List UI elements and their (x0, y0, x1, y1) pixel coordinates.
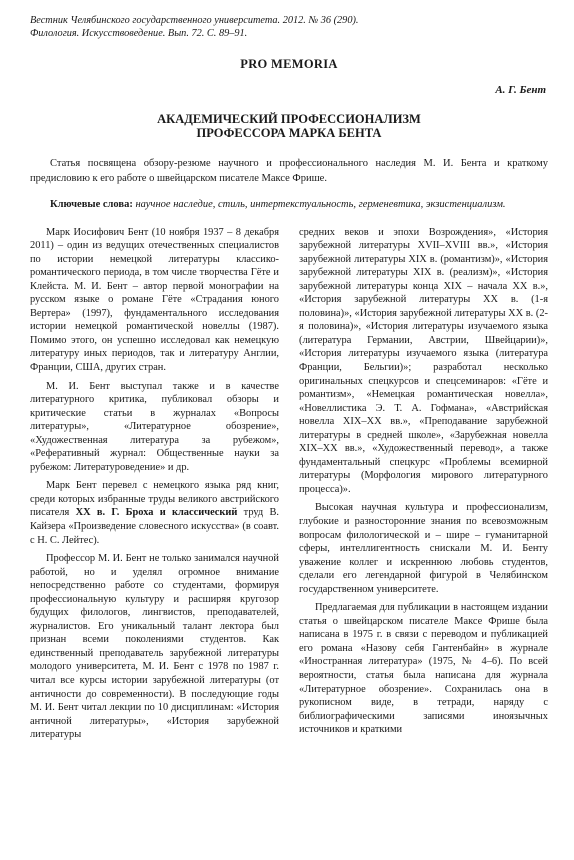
keywords (30, 198, 548, 213)
paragraph: М. И. Бент выступал также и в качестве литературного критика, публиковал обзоры и критические статьи в журналах «Вопросы литературы», «Литературное обозрение», «Художественная литература за рубежом», «Реферативный журнал: Общественные науки за рубежом: Литературоведение» и др. (30, 380, 279, 473)
journal-line-2: Филология. Искусствоведение. Вып. 72. С. 89–91. (30, 28, 248, 39)
journal-line-1: Вестник Челябинского государственного университета. 2012. № 36 (290). (30, 15, 359, 26)
paragraph (30, 479, 279, 547)
article-title (30, 112, 548, 140)
paragraph: средних веков и эпохи Возрождения», «История зарубежной литературы XVII–XVIII вв.», «История зарубежной литературы XIX в. (романтизм)», «История зарубежной литературы XIX в. (реализм)», «История зарубежной литературы конца XIX – начала XX в.», «История зарубежной литературы XX в. (1-я половина)», «История зарубежной литературы XX в. (2-я половина)», «История литературы изучаемого языка (литература Германии, Австрии, Швейцарии)», «История литературы изучаемого языка (литература Франции, Бельгии)»; разработал несколько оригинальных спецкурсов и спецсеминаров: «Гёте и романтизм», «Немецкая романтическая новелла», «Новеллистика Э. Т. А. Гофмана», «Австрийская новелла XIX–XX вв.», «Преподавание зарубежной литературы в средней школе», «Зарубежная новелла XIX–XX вв.», «Художественный перевод», а также фундаментальный спецкурс «Проблемы всемирной литературы (Морфология мирового литературного процесса)». (299, 226, 548, 495)
article-title-line-2: ПРОФЕССОРА МАРКА БЕНТА (196, 126, 382, 140)
paragraph-text: Марк Бент перевел с немецкого языка ряд книг, среди которых избранные труды великого австрийского писателя (30, 480, 279, 519)
paragraph-text: труд В. Кайзера «Произведение словесного искусства» (в соавт. с Н. С. Лейтес). (30, 507, 279, 546)
paragraph: Высокая научная культура и профессионализм, глубокие и разносторонние знания по всевозможным вопросам филологической и – шире – гуманитарной сферы, интеллигентность снискали М. И. Бенту уважение коллег и искреннюю любовь студентов, сделали его легендарной фигурой в Челябинском государственном университете. (299, 502, 548, 595)
abstract: Статья посвящена обзору-резюме научного и профессионального наследия М. И. Бента и краткому предисловию к его работе о швейцарском писателе Максе Фрише. (30, 158, 548, 184)
paragraph: Предлагаемая для публикации в настоящем издании статья о швейцарском писателе Максе Фрише была написана в 1975 г. в связи с переводом и публикацией его романа «Назову себя Гантенбайн» в журнале «Иностранная литература» (1975, № 4–6). По всей вероятности, статья была написана для журнала «Литературное обозрение». Сохранилась она в рукописном виде, в тетради, наряду с библиографическими записями иноязычных источников и краткими (299, 602, 548, 736)
bold-text: XX в. Г. Броха и классический (75, 507, 238, 519)
paragraph: Марк Иосифович Бент (10 ноября 1937 – 8 декабря 2011) – один из ведущих отечественных специалистов по истории немецкой литературы классико-романтического периода, в том числе творчества Гёте и Клейста. М. И. Бент – автор первой монографии на русском языке о романе Гёте «Страдания юного Вертера» (1997), фундаментального исследования истории немецкой романтической новеллы (1987). Помимо этого, он успешно исследовал как немецкую литературу иных периодов, так и литературу Англии, Франции, США, других стран. (30, 226, 279, 373)
left-column (30, 226, 279, 742)
right-column (299, 226, 548, 742)
body-columns (30, 226, 548, 742)
section-title: PRO MEMORIA (240, 57, 338, 71)
paragraph: Профессор М. И. Бент не только занимался научной работой, но и уделял огромное внимание непосредственно работе со студентами, формируя профессиональную культуру и расширяя кругозор будущих филологов, лингвистов, преподавателей, журналистов. Его уникальный талант лектора был признан всеми поколениями студентов. Как единственный преподаватель зарубежной литературы молодого университета, М. И. Бент с 1978 по 1987 г. читал все курсы истории зарубежной литературы (от античности до современности). В последующие годы М. И. Бент читал лекции по 10 дисциплинам: «История античной литературы», «История зарубежной литературы (30, 553, 279, 741)
keywords-label: Ключевые слова: (50, 199, 133, 210)
keywords-text: научное наследие, стиль, интертекстуальность, герменевтика, экзистенциализм. (132, 199, 506, 210)
article-title-line-1: АКАДЕМИЧЕСКИЙ ПРОФЕССИОНАЛИЗМ (157, 112, 421, 126)
author-name: А. Г. Бент (495, 84, 546, 96)
journal-citation (30, 14, 548, 40)
